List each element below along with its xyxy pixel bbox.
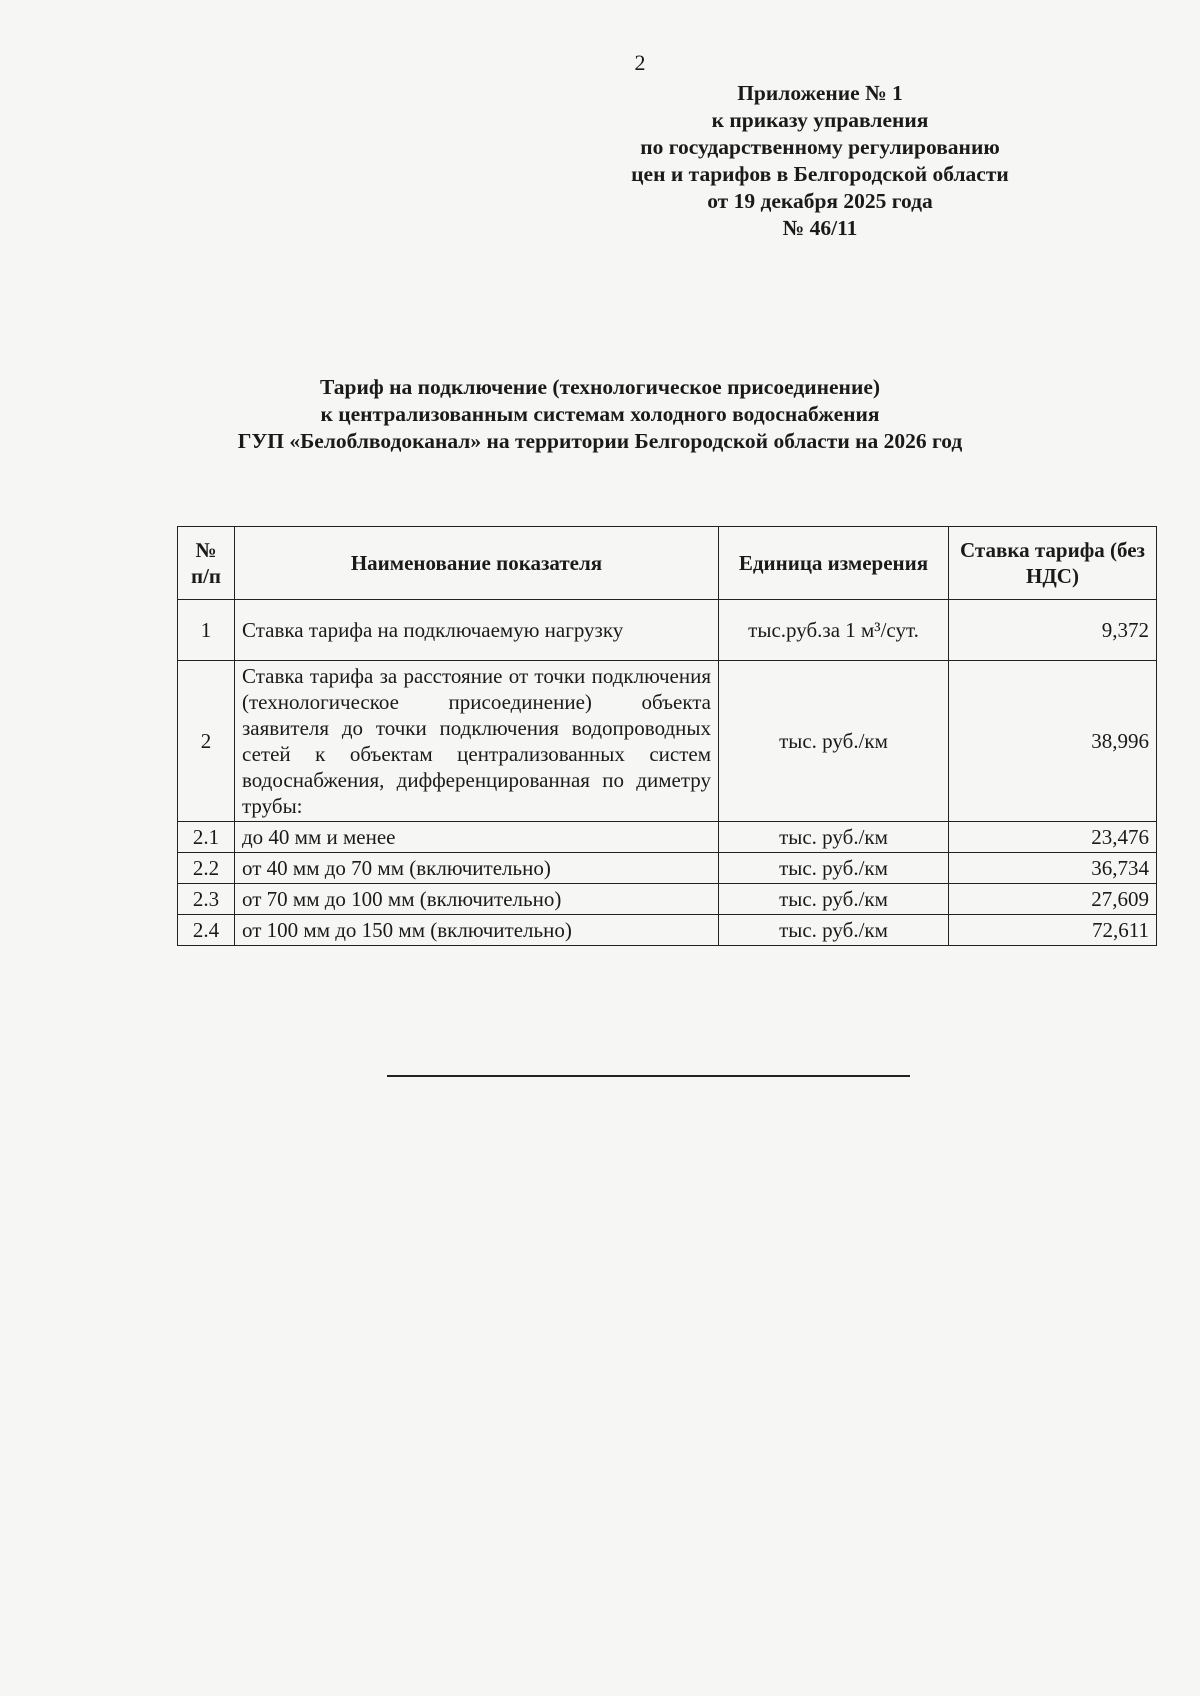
- row-name: от 40 мм до 70 мм (включительно): [235, 853, 719, 884]
- table-row: [178, 600, 1157, 661]
- row-num: 2.3: [178, 884, 235, 915]
- row-unit: тыс.руб.за 1 м³/сут.: [719, 600, 949, 661]
- row-num: 2.1: [178, 822, 235, 853]
- appendix-authority-line: по государственному регулированию: [640, 135, 1000, 159]
- row-rate: 9,372: [949, 600, 1157, 661]
- appendix-region-line: цен и тарифов в Белгородской области: [631, 162, 1009, 186]
- appendix-header: [540, 80, 1100, 242]
- appendix-order-number: № 46/11: [782, 216, 858, 240]
- table-row: [178, 884, 1157, 915]
- row-rate: 38,996: [949, 661, 1157, 822]
- row-rate: 23,476: [949, 822, 1157, 853]
- row-rate: 72,611: [949, 915, 1157, 946]
- document-title-line-1: Тариф на подключение (технологическое присоединение): [319, 375, 881, 399]
- row-rate: 36,734: [949, 853, 1157, 884]
- table-row: [178, 853, 1157, 884]
- row-num: 2: [178, 661, 235, 822]
- row-name: Ставка тарифа на подключаемую нагрузку: [235, 600, 719, 661]
- row-name: Ставка тарифа за расстояние от точки подключения (технологическое присоединение) объекта заявителя до точки подключения водопроводных сетей к объектам централизованных систем водоснабжения, дифференцированная по диметру трубы:: [235, 661, 719, 822]
- appendix-order-line: к приказу управления: [711, 108, 929, 132]
- document-title-line-3: ГУП «Белоблводоканал» на территории Белгородской области на 2026 год: [237, 429, 963, 453]
- row-name: от 100 мм до 150 мм (включительно): [235, 915, 719, 946]
- row-unit: тыс. руб./км: [719, 915, 949, 946]
- row-unit: тыс. руб./км: [719, 884, 949, 915]
- table-row: [178, 661, 1157, 822]
- header-num: № п/п: [178, 527, 235, 600]
- header-name: Наименование показателя: [235, 527, 719, 600]
- tariff-table: [177, 526, 1157, 946]
- document-title: [0, 374, 1200, 455]
- row-num: 2.2: [178, 853, 235, 884]
- closing-rule: [387, 1075, 910, 1077]
- row-num: 2.4: [178, 915, 235, 946]
- row-num: 1: [178, 600, 235, 661]
- header-unit: Единица измерения: [719, 527, 949, 600]
- table-header-row: [178, 527, 1157, 600]
- header-rate: Ставка тарифа (без НДС): [949, 527, 1157, 600]
- table-row: [178, 915, 1157, 946]
- row-unit: тыс. руб./км: [719, 853, 949, 884]
- row-name: до 40 мм и менее: [235, 822, 719, 853]
- row-rate: 27,609: [949, 884, 1157, 915]
- appendix-title: Приложение № 1: [737, 81, 903, 105]
- page-number: 2: [634, 50, 646, 75]
- table-row: [178, 822, 1157, 853]
- row-unit: тыс. руб./км: [719, 822, 949, 853]
- document-title-line-2: к централизованным системам холодного водоснабжения: [320, 402, 880, 426]
- row-name: от 70 мм до 100 мм (включительно): [235, 884, 719, 915]
- appendix-date: от 19 декабря 2025 года: [707, 189, 933, 213]
- row-unit: тыс. руб./км: [719, 661, 949, 822]
